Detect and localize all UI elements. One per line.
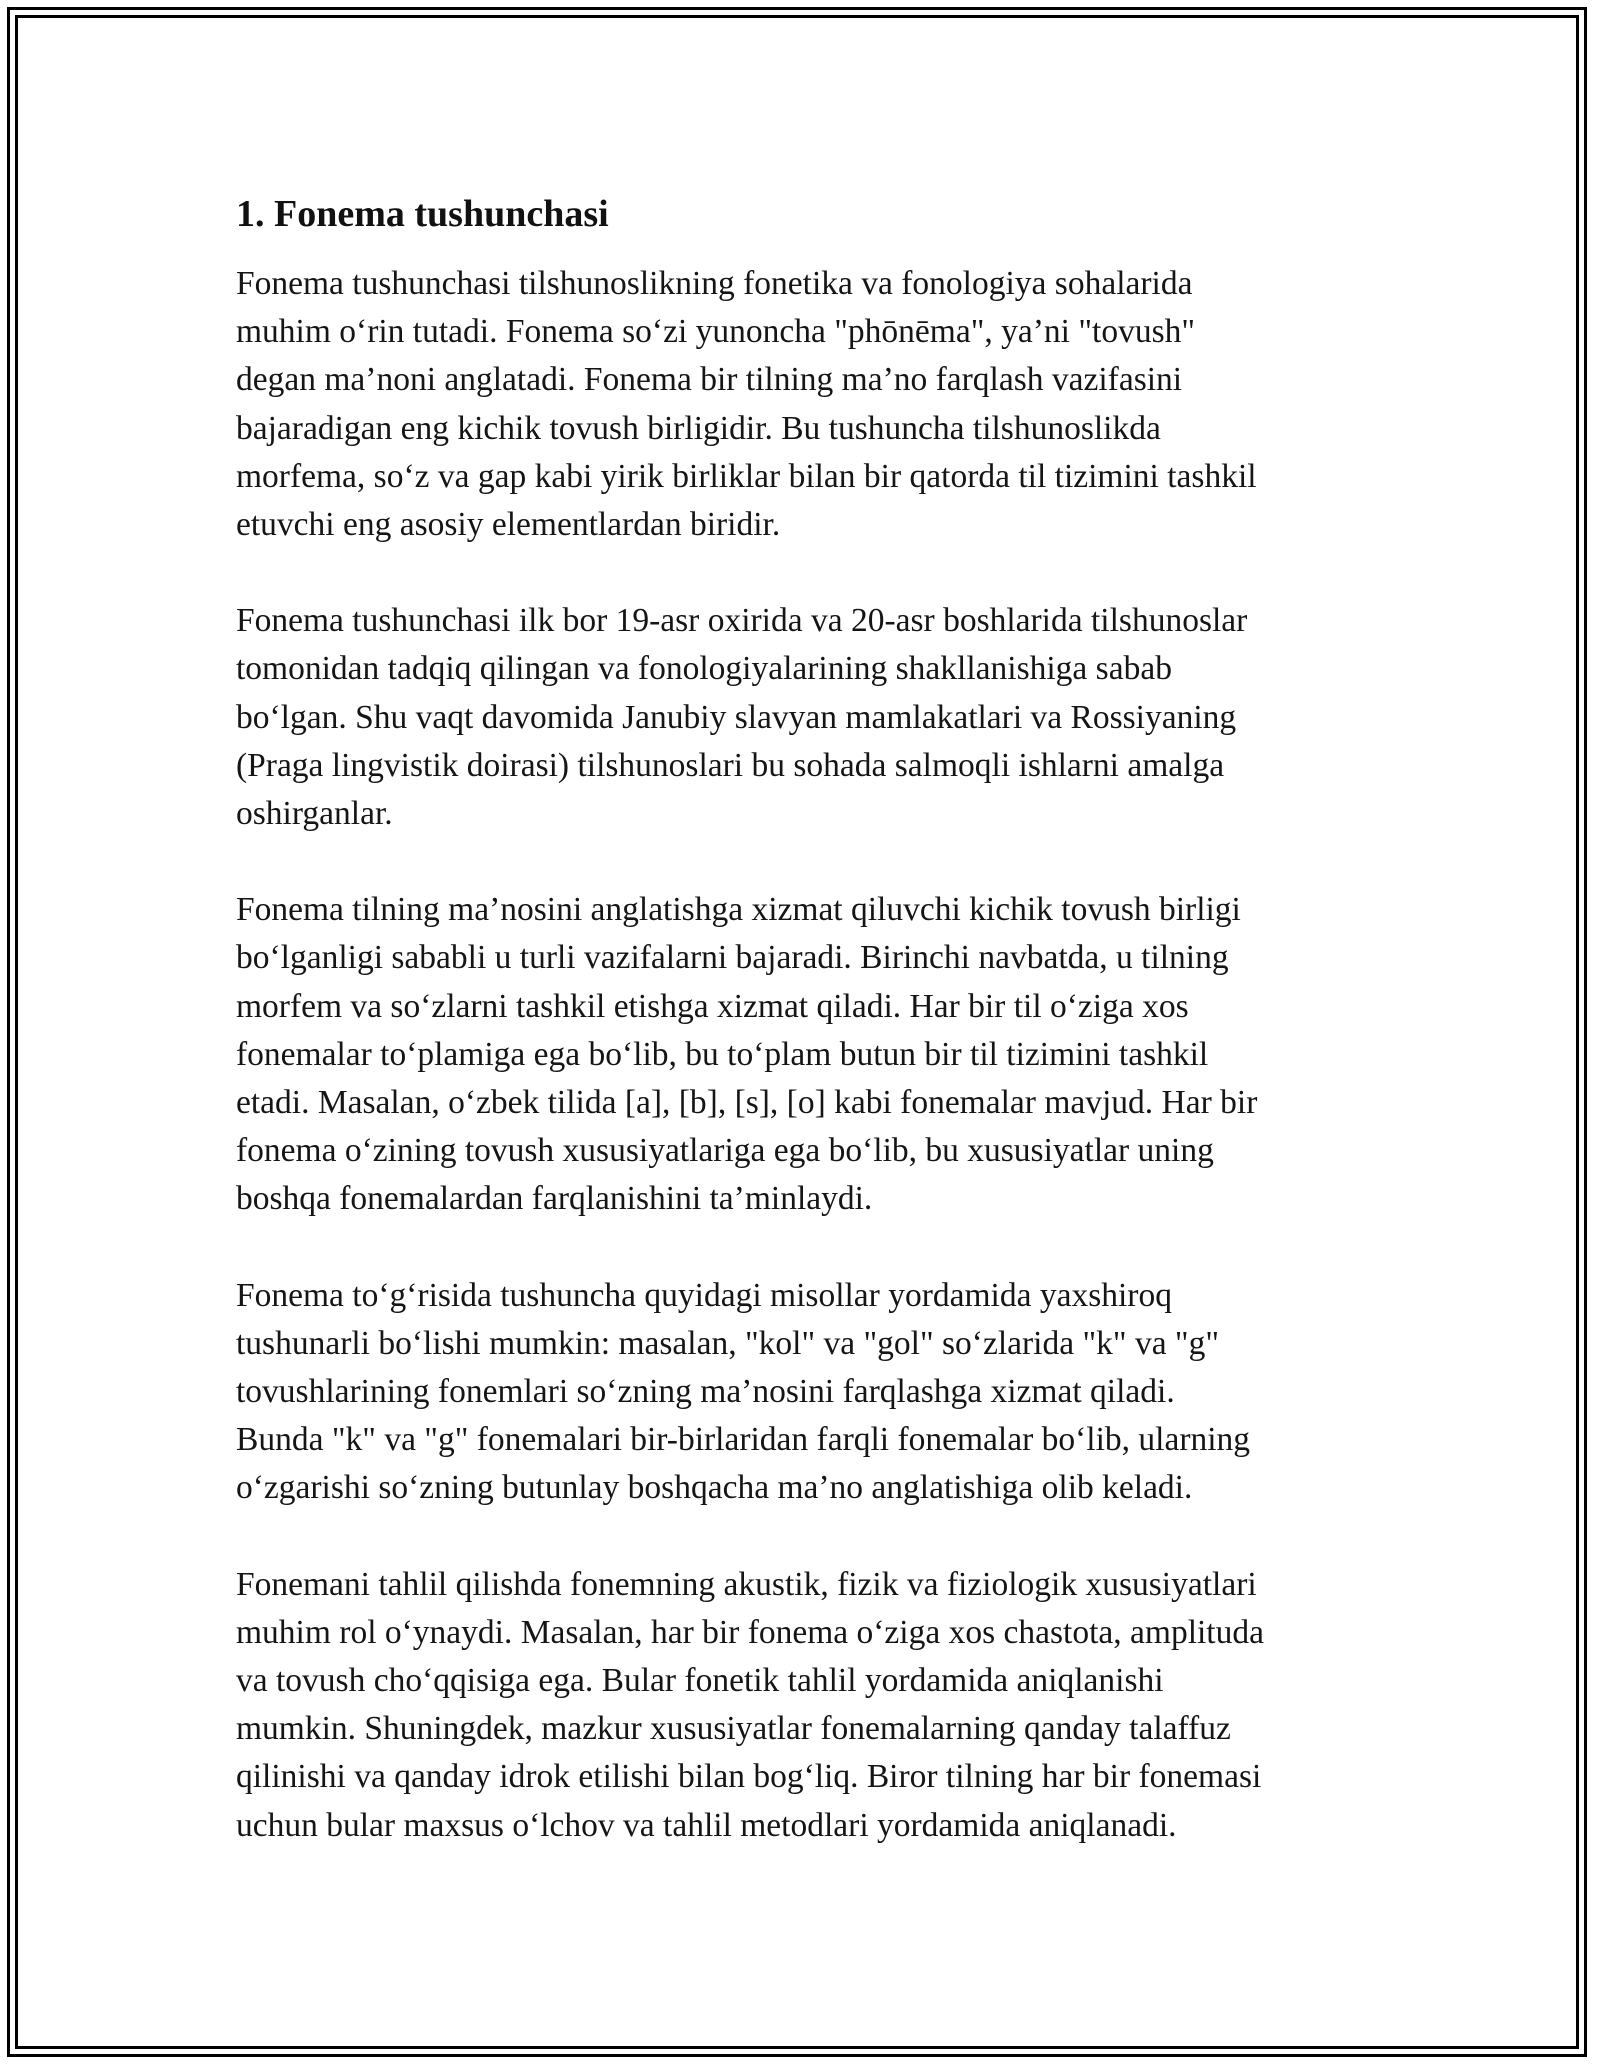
paragraph-analysis: Fonemani tahlil qilishda fonemning akustik, fizik va fiziologik xususiyatlari muhim rol o‘ynaydi. Masalan, har bir fonema o‘ziga xos chastota, amplituda va tovush cho‘qqisiga ega. Bular fonetik tahlil yordamida aniqlanishi mumkin. Shuningdek, mazkur xususiyatlar fonemalarning qanday talaffuz qilinishi va qanday idrok etilishi bilan bog‘liq. Biror tilning har bir fonemasi uchun bular maxsus o‘lchov va tahlil metodlari yordamida aniqlanadi.	[236, 1565, 1264, 1844]
paragraph-history: Fonema tushunchasi ilk bor 19-asr oxirida va 20-asr boshlarida tilshunoslar tomonidan tadqiq qilingan va fonologiyalarining shakllanishiga sabab bo‘lgan. Shu vaqt davomida Janubiy slavyan mamlakatlari va Rossiyaning (Praga lingvistik doirasi) tilshunoslari bu sohada salmoqli ishlarni amalga oshirganlar.	[236, 602, 1248, 833]
document-body	[236, 186, 1371, 1850]
paragraph-examples: Fonema to‘g‘risida tushuncha quyidagi misollar yordamida yaxshiroq tushunarli bo‘lishi mumkin: masalan, "kol" va "gol" so‘zlarida "k" va "g" tovushlarining fonemlari so‘zning ma’nosini farqlashga xizmat qiladi. Bunda "k" va "g" fonemalari bir-birlaridan farqli fonemalar bo‘lib, ularning o‘zgarishi so‘zning butunlay boshqacha ma’no anglatishiga olib keladi.	[236, 1276, 1251, 1507]
section-heading: 1. Fonema tushunchasi	[236, 193, 609, 235]
paragraph-definition: Fonema tushunchasi tilshunoslikning fonetika va fonologiya sohalarida muhim o‘rin tutadi. Fonema so‘zi yunoncha "phōnēma", ya’ni "tovush" degan ma’noni anglatadi. Fonema bir tilning ma’no farqlash vazifasini bajaradigan eng kichik tovush birligidir. Bu tushuncha tilshunoslikda morfema, so‘z va gap kabi yirik birliklar bilan bir qatorda til tizimini tashkil etuvchi eng asosiy elementlardan biridir.	[236, 265, 1257, 544]
paragraph-functions: Fonema tilning ma’nosini anglatishga xizmat qiluvchi kichik tovush birligi bo‘lganligi sababli u turli vazifalarni bajaradi. Birinchi navbatda, u tilning morfem va so‘zlarni tashkil etishga xizmat qiladi. Har bir til o‘ziga xos fonemalar to‘plamiga ega bo‘lib, bu to‘plam butun bir til tizimini tashkil etadi. Masalan, o‘zbek tilida [a], [b], [s], [o] kabi fonemalar mavjud. Har bir fonema o‘zining tovush xususiyatlariga ega bo‘lib, bu xususiyatlar uning boshqa fonemalardan farqlanishini ta’minlaydi.	[236, 891, 1258, 1218]
